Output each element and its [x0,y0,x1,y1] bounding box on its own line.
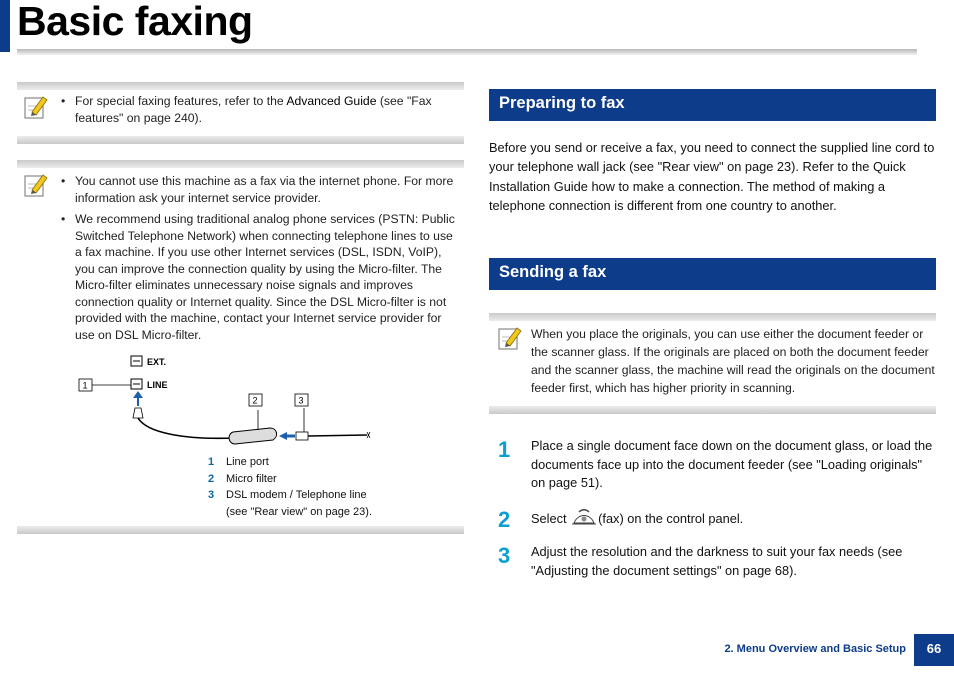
step-number: 1 [498,437,511,462]
note-box-advanced [17,82,464,144]
legend-row: 2 Micro filter [208,472,277,485]
arrow-up-icon [133,391,143,406]
page-number: 66 [914,634,954,666]
footer-chapter-label: 2. Menu Overview and Basic Setup [724,643,906,655]
diagram-legend [208,454,372,520]
cable [138,418,235,438]
step-text: Select (fax) on the control panel. [531,511,744,526]
ext-port [131,356,166,367]
note-pencil-icon [497,325,523,351]
section-heading-preparing: Preparing to fax [489,89,936,121]
note-list [61,173,462,348]
page-title: Basic faxing [17,0,253,44]
header-accent-bar [0,0,10,52]
step-text: Adjust the resolution and the darkness to suit your fax needs (see "Adjusting the document settings" on page 68). [531,544,903,578]
preparing-body: Before you send or receive a fax, you need to connect the supplied line cord to your telephone wall jack (see "Rear view" on page 23). Refer to the Quick Installation Guide how to make a connection. The method of making a telephone connection is different from one country to another. [489,140,935,213]
section-heading-sending: Sending a fax [489,258,936,290]
note-box-originals [489,313,936,414]
step-text: Place a single document face down on the document glass, or load the documents face up into the document feeder (see "Loading originals" on page 51). [531,438,933,490]
note-pencil-icon [23,172,49,198]
phone-line [308,435,367,436]
originals-note-text: When you place the originals, you can use either the document feeder or the scanner glass. If the originals are placed on both the document feeder and the scanner glass, the machine will read the originals on the document feeder first, which has higher priority in scanning. [531,327,935,395]
advanced-guide-link[interactable]: Advanced Guide [286,94,377,108]
legend-row: (see "Rear view" on page 23). [226,505,372,518]
legend-row: 3 DSL modem / Telephone line [208,489,367,501]
note-item: • You cannot use this machine as a fax via the internet phone. For more information ask your internet service provider. [61,173,462,206]
callout-2: 2 [252,395,258,406]
note-item: • For special faxing features, refer to the Advanced Guide (see "Fax features" on page 240). [61,93,462,126]
line-port [131,379,168,390]
fax-icon [570,509,598,527]
step-number: 3 [498,543,511,568]
line-plug [296,432,308,440]
legend-row: 1 Line port [208,456,269,468]
arrow-left-icon [279,432,295,440]
plug [133,408,143,418]
title-divider [17,49,917,55]
note-pencil-icon [23,94,49,120]
callout-1: 1 [82,380,88,391]
step-number: 2 [498,507,511,532]
note-item: • We recommend using traditional analog phone services (PSTN: Public Switched Telephone Network) when connecting telephone lines to use a fax machine. If you use other Internet services (DSL, ISDN, VoIP), you can improve the connection quality by using the Micro-filter. The Micro-filter eliminates unnecessary noise signals and improves connection quality or Internet quality. Since the DSL Micro-filter is not provided with the machine, contact your Internet service provider for use on DSL Micro-filter. [61,211,462,343]
micro-filter [229,428,276,444]
callout-3: 3 [298,395,304,406]
line-label: LINE [147,380,168,390]
microfilter-diagram [75,348,395,448]
ext-label: EXT. [147,357,167,367]
note-list [61,93,462,131]
